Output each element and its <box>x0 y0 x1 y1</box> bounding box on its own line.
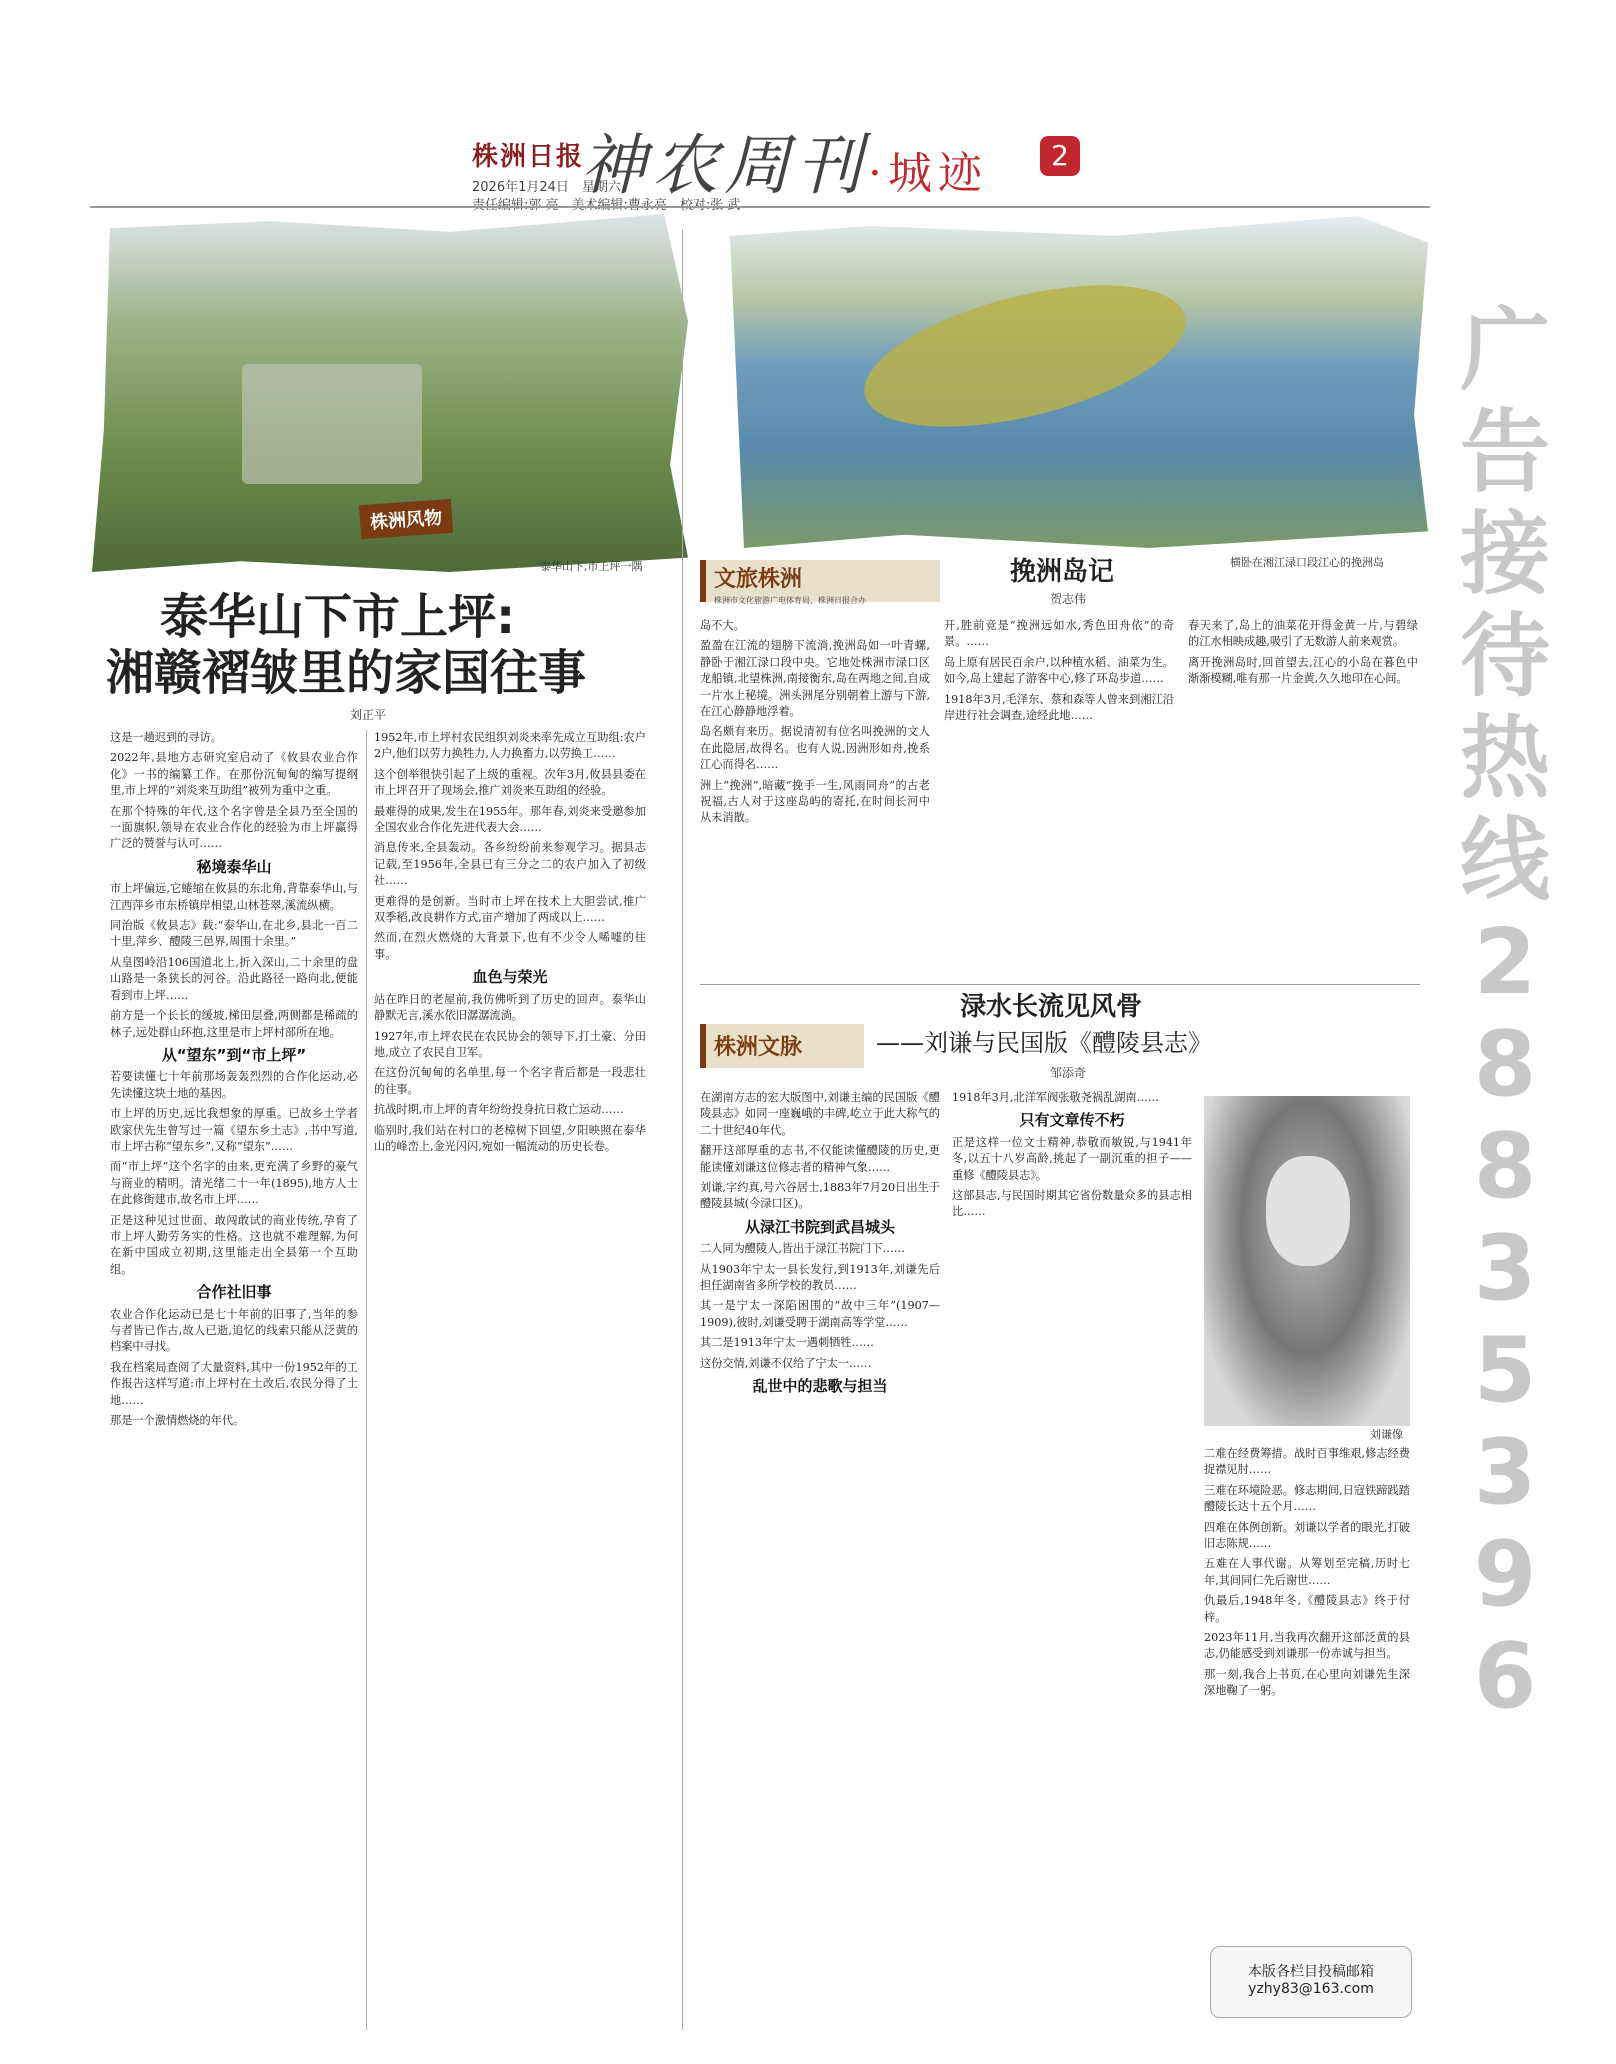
page-number-badge: 2 <box>1040 136 1080 176</box>
ad-char: 待 <box>1460 604 1550 709</box>
article3-headline-2: ——刘谦与民国版《醴陵县志》 <box>876 1029 1212 1057</box>
portrait-face <box>1266 1156 1350 1266</box>
paragraph: 1927年,市上坪农民在农民协会的领导下,打土豪、分田地,成立了农民自卫军。 <box>374 1029 646 1059</box>
paragraph: 五难在人事代谢。从筹划至完稿,历时七年,其间同仁先后谢世…… <box>1204 1557 1410 1587</box>
paragraph: 最难得的成果,发生在1955年。那年春,刘炎来受邀参加全国农业合作化先进代表大会…… <box>374 804 646 835</box>
paragraph: 抗战时期,市上坪的青年纷纷投身抗日救亡运动…… <box>374 1103 624 1117</box>
article1-author: 刘正平 <box>350 708 387 722</box>
paragraph: 离开挽洲岛时,回首望去,江心的小岛在暮色中渐渐模糊,唯有那一片金黄,久久地印在心间。 <box>1188 655 1418 686</box>
subheading: 合作社旧事 <box>196 1283 272 1302</box>
column-banner-wenlv <box>700 560 940 605</box>
portrait-caption: 刘谦像 <box>1370 1428 1403 1441</box>
paragraph: 翻开这部厚重的志书,不仅能读懂醴陵的历史,更能读懂刘谦这位修志者的精神气象…… <box>700 1144 940 1174</box>
article3-headline-1: 渌水长流见风骨 <box>960 992 1143 1022</box>
paragraph: 1918年3月,毛泽东、蔡和森等人曾来到湘江沿岸进行社会调查,途经此地…… <box>944 692 1174 723</box>
paragraph: 刘谦,字约真,号六谷居士,1883年7月20日出生于醴陵县城(今渌口区)。 <box>700 1181 940 1211</box>
village-buildings <box>242 364 422 484</box>
ad-char: 告 <box>1460 400 1550 505</box>
ad-char: 3 <box>1473 1216 1537 1321</box>
paragraph: 岛名颇有来历。据说清初有位名叫挽洲的文人在此隐居,故得名。也有人说,因洲形如舟,挽系江心而得名…… <box>700 725 930 772</box>
ad-char: 8 <box>1473 1012 1537 1117</box>
paragraph: 2023年11月,当我再次翻开这部泛黄的县志,仍能感受到刘谦那一份赤诚与担当。 <box>1204 1631 1410 1661</box>
paragraph: 洲上“挽洲”,暗藏“挽手一生,风雨同舟”的古老祝福,古人对于这座岛屿的寄托,在时间长河中从未消散。 <box>700 778 930 825</box>
paragraph: 我在档案局查阅了大量资料,其中一份1952年的工作报告这样写道:市上坪村在土改后,农民分得了土地…… <box>110 1360 358 1407</box>
mailbox-email[interactable]: yzhy83@163.com <box>1248 1981 1374 1997</box>
paragraph: 春天来了,岛上的油菜花开得金黄一片,与碧绿的江水相映成趣,吸引了无数游人前来观赏。 <box>1188 619 1418 649</box>
article-divider <box>700 984 1420 985</box>
editors-line <box>472 194 740 213</box>
paragraph: 那是一个激情燃烧的年代。 <box>110 1414 245 1428</box>
ad-char: 9 <box>1473 1522 1537 1627</box>
paragraph: 从皇图岭沿106国道北上,折入深山,二十余里的盘山路是一条狭长的河谷。沿此路径一路向北,便能看到市上坪…… <box>110 955 358 1002</box>
paragraph: 临别时,我们站在村口的老樟树下回望,夕阳映照在泰华山的峰峦上,金光闪闪,宛如一幅流动的历史长卷。 <box>374 1123 646 1153</box>
article1-column-1 <box>110 730 358 2030</box>
paragraph: 农业合作化运动已是七十年前的旧事了,当年的参与者皆已作古,故人已逝,追忆的线索只能从泛黄的档案中寻找。 <box>110 1307 358 1354</box>
article1-column-2 <box>374 730 646 2030</box>
column-subtitle-wenlv: 株洲市文化旅游广电体育局、株洲日报合办 <box>714 596 866 605</box>
paragraph: 正是这种见过世面、敢闯敢试的商业传统,孕育了市上坪人勤劳务实的性格。这也就不难理解,为何在新中国成立初期,这里能走出全县第一个互助组。 <box>110 1213 358 1276</box>
article2-column-2 <box>944 618 1174 978</box>
paragraph: 2022年,县地方志研究室启动了《攸县农业合作化》一书的编纂工作。在那份沉甸甸的编写提纲里,市上坪的“刘炎来互助组”被列为重中之重。 <box>110 751 358 798</box>
paragraph: 盈盈在江流的翅膀下流淌,挽洲岛如一叶青螺,静卧于湘江渌口段中央。它地处株洲市渌口区龙船镇,北望株洲,南接衡东,岛在两地之间,自成一片水上秘境。洲头洲尾分别朝着上游与下游,在江心静静地浮着。 <box>700 639 930 719</box>
paragraph: 这个创举很快引起了上级的重视。次年3月,攸县县委在市上坪召开了现场会,推广刘炎来互助组的经验。 <box>374 767 646 798</box>
paragraph: 更难得的是创新。当时市上坪在技术上大胆尝试,推广双季稻,改良耕作方式,亩产增加了两成以上…… <box>374 894 646 925</box>
article1-headline-1: 泰华山下市上坪: <box>160 589 516 645</box>
paragraph: 四难在体例创新。刘谦以学者的眼光,打破旧志陈规…… <box>1204 1520 1410 1551</box>
photo-caption-2: 横卧在湘江渌口段江心的挽洲岛 <box>1230 556 1384 569</box>
subheading: 秘境泰华山 <box>196 857 272 876</box>
paragraph: 前方是一个长长的缓坡,梯田层叠,两侧都是稀疏的林子,远处群山环抱,这里是市上坪村部所在地。 <box>110 1009 358 1039</box>
supplement-title <box>580 112 988 207</box>
article3-author: 邹添奇 <box>1050 1066 1087 1080</box>
paragraph: 这份交情,刘谦不仅给了宁太一…… <box>700 1356 872 1370</box>
submission-mailbox <box>1210 1946 1412 2018</box>
paragraph: 站在昨日的老屋前,我仿佛听到了历史的回声。泰华山静默无言,溪水依旧潺潺流淌。 <box>374 992 646 1023</box>
paragraph: 岛不大。 <box>700 619 745 632</box>
section-divider <box>682 230 683 2030</box>
paragraph: 二人同为醴陵人,皆出于渌江书院门下…… <box>700 1242 905 1256</box>
paragraph: 在这份沉甸甸的名单里,每一个名字背后都是一段悲壮的往事。 <box>374 1066 646 1096</box>
column-tag-wenlv: 文旅株洲 <box>714 567 803 592</box>
subheading: 血色与荣光 <box>472 968 548 987</box>
paragraph: 这部县志,与民国时期其它省份数量众多的县志相比…… <box>952 1189 1192 1219</box>
column-tag-wenmai: 株洲文脉 <box>714 1035 803 1060</box>
paragraph: 其一是宁太一深陷困围的“故中三年”(1907—1909),彼时,刘谦受聘于湖南高等学堂…… <box>700 1299 940 1329</box>
masthead-divider <box>90 206 1430 208</box>
subheading: 从渌江书院到武昌城头 <box>744 1217 895 1236</box>
advertising-hotline <box>1450 300 1560 1728</box>
article3-column-2 <box>952 1090 1192 2030</box>
paragraph: 市上坪的历史,远比我想象的厚重。已故乡土学者欧家伏先生曾写过一篇《望东乡土志》,书中写道,市上坪古称“望东乡”,又称“望东”…… <box>110 1107 358 1153</box>
paragraph: 二难在经费筹措。战时百事维艰,修志经费捉襟见肘…… <box>1204 1447 1410 1477</box>
wanzhou-island-photo <box>730 216 1428 548</box>
paragraph: 1918年3月,北洋军阀张敬尧祸乱湖南…… <box>952 1091 1159 1104</box>
paragraph: 在湖南方志的宏大版图中,刘谦主编的民国版《醴陵县志》如同一座巍峨的丰碑,屹立于此大称气的二十世纪40年代。 <box>700 1091 940 1137</box>
subheading: 从“望东”到“市上坪” <box>161 1045 307 1064</box>
paragraph: 岛上原有居民百余户,以种植水稻、油菜为生。如今,岛上建起了游客中心,修了环岛步道…… <box>944 655 1174 686</box>
paragraph: 同治版《攸县志》载:“泰华山,在北乡,县北一百二十里,萍乡、醴陵三邑界,周围十余里。” <box>110 919 358 949</box>
liu-qian-portrait <box>1204 1096 1410 1426</box>
paragraph: 若要读懂七十年前那场轰轰烈烈的合作化运动,必先读懂这块土地的基因。 <box>110 1070 358 1100</box>
mailbox-label: 本版各栏目投稿邮箱 <box>1248 1964 1374 1980</box>
paragraph: 1952年,市上坪村农民组织刘炎来率先成立互助组:农户2户,他们以劳力换牲力,人力换畜力,以劳换工…… <box>374 731 646 761</box>
article2-column-1 <box>700 618 930 978</box>
paragraph: 开,胜前竞是“挽洲远如水,秀色田舟依”的奇景。…… <box>944 619 1174 649</box>
article3-column-3 <box>1204 1446 1410 1926</box>
ad-char: 3 <box>1473 1420 1537 1525</box>
ad-char: 线 <box>1460 808 1550 913</box>
ad-char: 2 <box>1473 910 1537 1015</box>
paragraph: 在那个特殊的年代,这个名字曾是全县乃至全国的一面旗帜,领导在农业合作化的经验为市上坪赢得广泛的赞誉与认可…… <box>110 804 358 851</box>
date-line: 2026年1月24日 星期六 <box>472 180 621 195</box>
article2-author: 贺志伟 <box>1050 592 1087 606</box>
column-divider <box>366 730 367 2030</box>
paragraph: 这是一趟迟到的寻访。 <box>110 731 222 744</box>
ad-char: 8 <box>1473 1114 1537 1219</box>
section-name: ·城迹 <box>868 148 988 199</box>
article2-column-3 <box>1188 618 1418 978</box>
ad-char: 接 <box>1460 502 1550 607</box>
newspaper-logo: 株洲日报 <box>472 142 585 172</box>
column-tag-zhuzhou-fengwu: 株洲风物 <box>359 499 453 539</box>
paragraph: 那一刻,我合上书页,在心里向刘谦先生深深地鞠了一躬。 <box>1204 1667 1410 1698</box>
article1-headline-2: 湘赣褶皱里的家国往事 <box>106 645 587 701</box>
paragraph: 三难在环境险恶。修志期间,日寇铁蹄践踏醴陵长达十五个月…… <box>1204 1483 1410 1514</box>
paragraph: 而“市上坪”这个名字的由来,更充满了乡野的豪气与商业的精明。清光绪二十一年(1895),地方人士在此修街建市,故名市上坪…… <box>110 1160 358 1207</box>
column-banner-wenmai <box>700 1024 864 1068</box>
paragraph: 正是这样一位文士精神,恭敬而敏锐,与1941年冬,以五十八岁高龄,挑起了一副沉重的担子——重修《醴陵县志》。 <box>952 1135 1192 1182</box>
paragraph: 然而,在烈火燃烧的大背景下,也有不少令人唏嘘的往事。 <box>374 931 646 961</box>
paragraph: 市上坪偏远,它蜷缩在攸县的东北角,背靠泰华山,与江西萍乡市东桥镇岸相望,山林苍翠,溪流纵横。 <box>110 882 358 912</box>
subheading: 乱世中的悲歌与担当 <box>752 1377 888 1396</box>
ad-char: 广 <box>1460 298 1550 403</box>
article3-column-1 <box>700 1090 940 2030</box>
paragraph: 消息传来,全县轰动。各乡纷纷前来参观学习。据县志记载,至1956年,全县已有三分之二的农户加入了初级社…… <box>374 841 646 888</box>
ad-char: 6 <box>1473 1624 1537 1729</box>
photo-caption-1: 泰华山下,市上坪一隅 <box>540 560 643 573</box>
article2-headline: 挽洲岛记 <box>1010 557 1115 587</box>
paragraph: 仇最后,1948年冬,《醴陵县志》终于付梓。 <box>1204 1594 1410 1624</box>
ad-char: 热 <box>1460 706 1550 811</box>
ad-char: 5 <box>1473 1318 1537 1423</box>
subheading: 只有文章传不朽 <box>1019 1111 1125 1130</box>
supplement-name: 神农周刊 <box>580 127 868 204</box>
island-shape <box>850 258 1199 454</box>
paragraph: 其二是1913年宁太一遇刺牺牲…… <box>700 1336 874 1350</box>
paragraph: 从1903年宁太一县长发行,到1913年,刘谦先后担任湖南省多所学校的教员…… <box>700 1262 940 1293</box>
